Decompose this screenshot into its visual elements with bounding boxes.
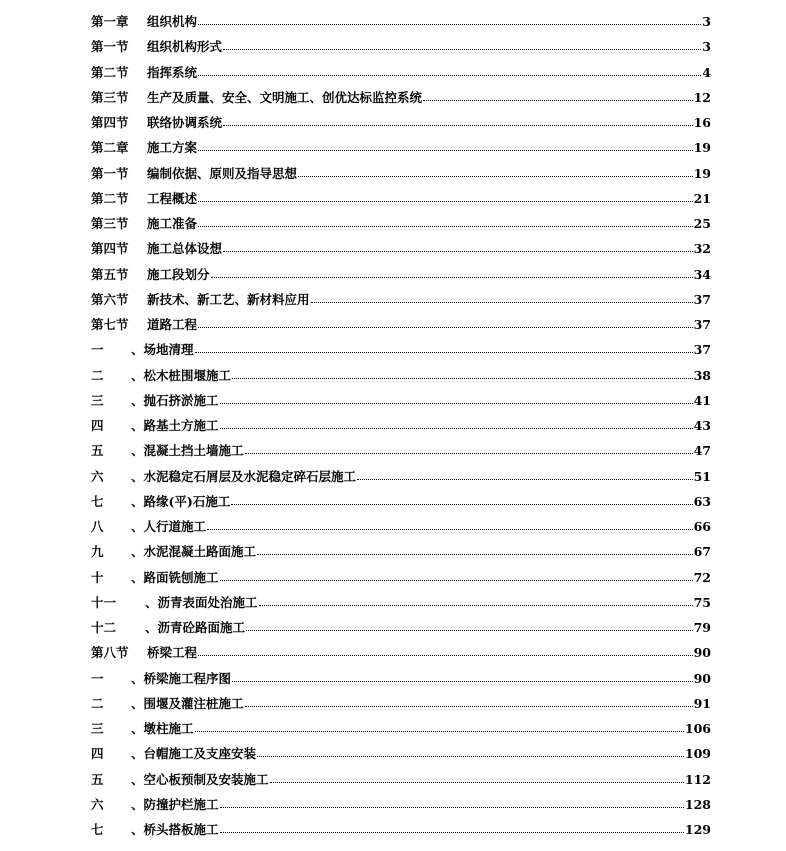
toc-entry-label: 十二	[91, 620, 117, 635]
toc-entry-label: 第一节	[91, 39, 129, 55]
toc-entry[interactable]	[91, 388, 711, 413]
toc-entry-title: 、沥青砼路面施工	[145, 620, 246, 635]
dot-leader	[298, 176, 693, 177]
toc-entry[interactable]	[91, 615, 711, 640]
toc-entry[interactable]	[91, 363, 711, 388]
toc-entry-title: 、路缘(平)石施工	[131, 493, 231, 509]
toc-entry-page-number: 4	[702, 64, 711, 80]
toc-entry-title: 、沥青表面处治施工	[145, 594, 258, 610]
toc-entry[interactable]	[91, 539, 711, 564]
dot-leader	[257, 554, 693, 555]
dot-leader	[259, 605, 693, 606]
toc-entry-label: 第四节	[91, 115, 129, 130]
toc-entry-label: 八	[91, 519, 104, 534]
dot-leader	[245, 453, 693, 454]
toc-entry-label: 二	[91, 695, 104, 711]
dot-leader	[198, 226, 693, 227]
dot-leader	[220, 428, 693, 429]
toc-entry[interactable]	[91, 287, 711, 312]
toc-entry-page-number: 32	[693, 241, 711, 257]
dot-leader	[357, 479, 693, 480]
toc-entry-title: 组织机构形式	[147, 39, 223, 55]
toc-entry-title: 工程概述	[147, 190, 198, 206]
toc-entry-label: 第三节	[91, 216, 129, 231]
toc-entry-label: 第七节	[91, 317, 129, 332]
toc-entry[interactable]	[91, 817, 711, 842]
toc-entry[interactable]	[91, 85, 711, 110]
toc-entry-title: 、混凝土挡土墙施工	[131, 443, 244, 459]
dot-leader	[198, 201, 693, 202]
dot-leader	[207, 529, 693, 530]
dot-leader	[211, 277, 693, 278]
toc-entry[interactable]	[91, 9, 711, 34]
dot-leader	[198, 327, 693, 328]
table-of-contents	[91, 9, 711, 842]
toc-entry-title: 施工准备	[147, 216, 198, 231]
toc-entry-label: 三	[91, 392, 104, 408]
toc-entry-page-number: 112	[684, 771, 711, 787]
toc-entry[interactable]	[91, 211, 711, 236]
toc-entry-page-number: 109	[684, 746, 711, 762]
dot-leader	[311, 302, 693, 303]
dot-leader	[231, 504, 692, 505]
toc-entry[interactable]	[91, 34, 711, 59]
toc-entry-page-number: 47	[693, 443, 711, 459]
toc-entry-label: 十	[91, 569, 104, 585]
toc-entry[interactable]	[91, 792, 711, 817]
toc-entry-title: 桥梁工程	[147, 645, 198, 661]
toc-entry-title: 、路基土方施工	[131, 418, 219, 433]
toc-entry-label: 四	[91, 418, 104, 433]
toc-entry-page-number: 16	[693, 115, 711, 130]
toc-entry-page-number: 106	[684, 721, 711, 736]
toc-entry-title: 联络协调系统	[147, 115, 223, 130]
toc-entry[interactable]	[91, 514, 711, 539]
toc-entry-page-number: 72	[693, 569, 711, 585]
toc-entry-title: 、桥梁施工程序图	[131, 670, 232, 686]
dot-leader	[257, 756, 684, 757]
toc-entry-title: 生产及质量、安全、文明施工、创优达标监控系统	[147, 89, 423, 105]
toc-entry-title: 、围堰及灌注桩施工	[131, 695, 244, 711]
toc-entry-title: 、水泥混凝土路面施工	[131, 544, 257, 560]
toc-entry-title: 、台帽施工及支座安装	[131, 746, 257, 762]
dot-leader	[220, 580, 693, 581]
toc-entry-title: 、人行道施工	[131, 519, 207, 534]
toc-entry-page-number: 75	[693, 594, 711, 610]
toc-entry[interactable]	[91, 161, 711, 186]
toc-entry-label: 六	[91, 468, 104, 484]
toc-entry-page-number: 90	[693, 645, 711, 661]
toc-entry-label: 第三节	[91, 89, 129, 105]
dot-leader	[232, 378, 693, 379]
toc-entry-label: 第五节	[91, 266, 129, 282]
toc-entry[interactable]	[91, 590, 711, 615]
toc-entry-page-number: 51	[693, 468, 711, 484]
toc-entry[interactable]	[91, 110, 711, 135]
toc-entry-title: 施工方案	[147, 140, 198, 156]
toc-entry-label: 四	[91, 746, 104, 762]
toc-entry-page-number: 63	[693, 493, 711, 509]
toc-entry[interactable]	[91, 413, 711, 438]
dot-leader	[223, 125, 693, 126]
toc-entry-title: 、桥头搭板施工	[131, 822, 219, 837]
toc-entry[interactable]	[91, 741, 711, 766]
toc-entry-label: 二	[91, 367, 104, 383]
dot-leader	[423, 100, 693, 101]
dot-leader	[198, 75, 701, 76]
dot-leader	[220, 832, 684, 833]
toc-entry-title: 编制依据、原则及指导思想	[147, 165, 298, 181]
toc-entry-title: 、墩柱施工	[131, 721, 194, 736]
toc-entry-page-number: 37	[693, 317, 711, 332]
toc-entry-title: 、水泥稳定石屑层及水泥稳定碎石层施工	[131, 468, 357, 484]
toc-entry-page-number: 38	[693, 367, 711, 383]
toc-entry[interactable]	[91, 489, 711, 514]
toc-entry-label: 第二节	[91, 190, 129, 206]
toc-entry-title: 、松木桩围堰施工	[131, 367, 232, 383]
dot-leader	[245, 706, 693, 707]
toc-entry-title: 施工段划分	[147, 266, 210, 282]
toc-entry-page-number: 67	[693, 544, 711, 560]
toc-entry-page-number: 21	[693, 190, 711, 206]
dot-leader	[223, 49, 701, 50]
toc-entry-label: 五	[91, 443, 104, 459]
toc-entry[interactable]	[91, 464, 711, 489]
toc-entry-page-number: 25	[693, 216, 711, 231]
toc-entry[interactable]	[91, 337, 711, 362]
toc-entry-page-number: 66	[693, 519, 711, 534]
toc-entry-label: 七	[91, 822, 104, 837]
toc-entry-page-number: 3	[702, 14, 711, 29]
toc-entry-page-number: 19	[693, 140, 711, 156]
dot-leader	[195, 352, 693, 353]
toc-entry-title: 组织机构	[147, 14, 198, 29]
toc-entry-title: 道路工程	[147, 317, 198, 332]
toc-entry-page-number: 34	[693, 266, 711, 282]
toc-entry-page-number: 19	[693, 165, 711, 181]
toc-entry-title: 、路面铣刨施工	[131, 569, 219, 585]
toc-entry[interactable]	[91, 565, 711, 590]
toc-entry-label: 第二节	[91, 64, 129, 80]
toc-entry-label: 第一节	[91, 165, 129, 181]
toc-entry-title: 新技术、新工艺、新材料应用	[147, 291, 310, 307]
toc-entry-page-number: 128	[684, 796, 711, 812]
toc-entry-label: 一	[91, 670, 104, 686]
toc-entry[interactable]	[91, 666, 711, 691]
dot-leader	[223, 251, 693, 252]
toc-entry-label: 第八节	[91, 645, 129, 661]
dot-leader	[198, 655, 693, 656]
dot-leader	[220, 807, 684, 808]
toc-entry[interactable]	[91, 186, 711, 211]
toc-entry-title: 、抛石挤淤施工	[131, 392, 219, 408]
toc-entry[interactable]	[91, 640, 711, 665]
toc-entry-page-number: 37	[693, 291, 711, 307]
toc-entry-title: 、场地清理	[131, 342, 194, 358]
dot-leader	[246, 630, 693, 631]
dot-leader	[198, 24, 701, 25]
toc-entry-label: 第一章	[91, 14, 129, 29]
toc-entry-title: 、空心板预制及安装施工	[131, 771, 269, 787]
toc-entry-label: 六	[91, 796, 104, 812]
toc-entry[interactable]	[91, 716, 711, 741]
toc-entry-title: 施工总体设想	[147, 241, 223, 257]
toc-entry-label: 七	[91, 493, 104, 509]
toc-entry[interactable]	[91, 312, 711, 337]
toc-entry[interactable]	[91, 691, 711, 716]
toc-entry-title: 指挥系统	[147, 64, 198, 80]
toc-entry[interactable]	[91, 60, 711, 85]
toc-entry-page-number: 43	[693, 418, 711, 433]
toc-entry-label: 一	[91, 342, 104, 358]
toc-entry-label: 九	[91, 544, 104, 560]
dot-leader	[198, 150, 693, 151]
toc-entry-label: 第四节	[91, 241, 129, 257]
toc-entry-title: 、防撞护栏施工	[131, 796, 219, 812]
toc-entry[interactable]	[91, 236, 711, 261]
dot-leader	[270, 782, 684, 783]
toc-entry-label: 第二章	[91, 140, 129, 156]
toc-entry-page-number: 37	[693, 342, 711, 358]
dot-leader	[232, 681, 693, 682]
toc-entry-label: 十一	[91, 594, 117, 610]
toc-entry-page-number: 90	[693, 670, 711, 686]
toc-entry-label: 五	[91, 771, 104, 787]
toc-entry-page-number: 129	[684, 822, 711, 837]
toc-entry-label: 三	[91, 721, 104, 736]
toc-entry[interactable]	[91, 438, 711, 463]
toc-entry-label: 第六节	[91, 291, 129, 307]
toc-entry-page-number: 79	[693, 620, 711, 635]
toc-entry-page-number: 41	[693, 392, 711, 408]
dot-leader	[220, 403, 693, 404]
toc-entry[interactable]	[91, 135, 711, 160]
toc-entry[interactable]	[91, 262, 711, 287]
toc-entry-page-number: 3	[702, 39, 711, 55]
toc-entry-page-number: 12	[693, 89, 711, 105]
dot-leader	[195, 731, 684, 732]
toc-entry-page-number: 91	[693, 695, 711, 711]
toc-entry[interactable]	[91, 767, 711, 792]
